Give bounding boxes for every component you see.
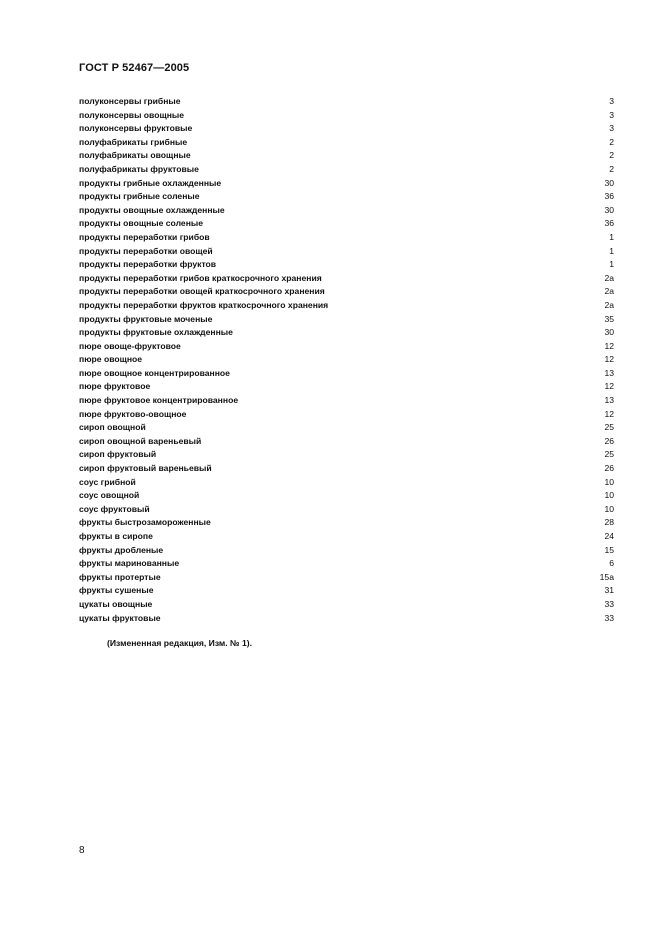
index-term: продукты переработки грибов	[79, 231, 210, 242]
index-entry	[79, 544, 614, 558]
index-term: фрукты протертые	[79, 571, 161, 582]
index-reference: 24	[604, 531, 614, 541]
index-term: фрукты маринованные	[79, 558, 180, 569]
index-entry	[79, 245, 614, 259]
index-entry	[79, 612, 614, 626]
index-entry	[79, 503, 614, 517]
index-term: продукты овощные охлажденные	[79, 204, 225, 215]
index-term: продукты переработки овощей	[79, 245, 213, 256]
index-reference: 30	[604, 177, 614, 188]
index-entry	[79, 313, 614, 327]
index-reference: 2а	[604, 286, 614, 297]
index-entry	[79, 285, 614, 299]
index-term: полуконсервы овощные	[79, 109, 185, 120]
index-term: цукаты овощные	[79, 598, 153, 609]
index-reference: 30	[604, 204, 614, 215]
index-term: пюре фруктовое	[79, 381, 151, 392]
index-reference: 1	[609, 245, 614, 256]
index-entry	[79, 272, 614, 286]
amendment-note: (Измененная редакция, Изм. № 1).	[107, 638, 253, 648]
index-entry	[79, 516, 614, 530]
index-reference: 13	[604, 395, 614, 406]
index-term: пюре фруктовое концентрированное	[79, 395, 239, 406]
index-term: продукты переработки фруктов	[79, 259, 217, 270]
index-entry	[79, 353, 614, 367]
index-reference: 15	[604, 544, 614, 555]
index-term: сироп овощной вареньевый	[79, 435, 202, 446]
index-reference: 12	[604, 340, 614, 351]
index-term: сироп овощной	[79, 422, 146, 433]
index-reference: 36	[604, 191, 614, 202]
index-reference: 3	[609, 123, 614, 134]
index-reference: 33	[604, 612, 614, 623]
index-entry	[79, 380, 614, 394]
index-reference: 12	[604, 381, 614, 392]
index-reference: 1	[609, 231, 614, 242]
index-entry	[79, 598, 614, 612]
index-term: продукты грибные охлажденные	[79, 177, 222, 188]
index-term: полуфабрикаты фруктовые	[79, 163, 199, 174]
index-reference: 10	[604, 476, 614, 487]
index-entry	[79, 204, 614, 218]
index-entry	[79, 489, 614, 503]
index-term: продукты грибные соленые	[79, 191, 200, 202]
index-entry	[79, 476, 614, 490]
index-reference: 35	[604, 313, 614, 324]
index-term: пюре овоще-фруктовое	[79, 340, 181, 351]
index-entry	[79, 435, 614, 449]
index-reference: 10	[604, 503, 614, 514]
index-term: цукаты фруктовые	[79, 612, 161, 623]
index-reference: 30	[604, 327, 614, 338]
index-term: фрукты дробленые	[79, 544, 164, 555]
index-term: полуконсервы грибные	[79, 96, 181, 106]
index-entry	[79, 122, 614, 136]
index-term: продукты переработки грибов краткосрочного хранения	[79, 272, 322, 283]
index-term: пюре фруктово-овощное	[79, 408, 187, 419]
index-term: продукты фруктовые охлажденные	[79, 327, 233, 338]
alphabetical-index	[79, 95, 614, 625]
index-entry	[79, 177, 614, 191]
index-entry	[79, 367, 614, 381]
index-reference: 3	[609, 96, 614, 106]
index-entry	[79, 299, 614, 313]
index-term: продукты переработки овощей краткосрочного хранения	[79, 286, 325, 297]
index-reference: 26	[604, 435, 614, 446]
index-term: продукты переработки фруктов краткосрочного хранения	[79, 299, 329, 310]
index-entry	[79, 258, 614, 272]
index-entry	[79, 231, 614, 245]
index-term: продукты овощные соленые	[79, 218, 204, 229]
index-reference: 36	[604, 218, 614, 229]
index-reference: 3	[609, 109, 614, 120]
index-term: сироп фруктовый вареньевый	[79, 463, 212, 474]
index-reference: 12	[604, 354, 614, 365]
page-number: 8	[79, 845, 85, 856]
index-term: пюре овощное концентрированное	[79, 367, 230, 378]
index-term: полуфабрикаты грибные	[79, 136, 188, 147]
index-term: сироп фруктовый	[79, 449, 157, 460]
index-entry	[79, 217, 614, 231]
index-term: полуконсервы фруктовые	[79, 123, 193, 134]
index-reference: 15а	[599, 571, 614, 582]
index-term: полуфабрикаты овощные	[79, 150, 191, 161]
index-reference: 2	[609, 163, 614, 174]
index-reference: 2а	[604, 272, 614, 283]
index-reference: 31	[604, 585, 614, 596]
index-reference: 25	[604, 422, 614, 433]
index-entry	[79, 109, 614, 123]
index-entry	[79, 462, 614, 476]
index-reference: 2а	[604, 299, 614, 310]
index-reference: 6	[609, 558, 614, 569]
index-entry	[79, 448, 614, 462]
index-reference: 26	[604, 463, 614, 474]
index-term: пюре овощное	[79, 354, 143, 365]
index-term: фрукты быстрозамороженные	[79, 517, 211, 528]
index-entry	[79, 326, 614, 340]
index-entry	[79, 571, 614, 585]
index-term: соус грибной	[79, 476, 136, 487]
index-reference: 13	[604, 367, 614, 378]
index-entry	[79, 163, 614, 177]
document-header: ГОСТ Р 52467—2005	[79, 62, 190, 74]
index-entry	[79, 136, 614, 150]
index-reference: 33	[604, 598, 614, 609]
index-entry	[79, 340, 614, 354]
index-reference: 28	[604, 517, 614, 528]
index-term: соус овощной	[79, 490, 140, 501]
index-entry	[79, 530, 614, 544]
index-reference: 2	[609, 150, 614, 161]
index-term: соус фруктовый	[79, 503, 150, 514]
index-entry	[79, 149, 614, 163]
index-reference: 1	[609, 259, 614, 270]
index-reference: 10	[604, 490, 614, 501]
index-reference: 25	[604, 449, 614, 460]
index-term: фрукты сушеные	[79, 585, 154, 596]
index-reference: 2	[609, 136, 614, 147]
index-term: продукты фруктовые моченые	[79, 313, 213, 324]
index-reference: 12	[604, 408, 614, 419]
index-entry	[79, 421, 614, 435]
index-entry	[79, 190, 614, 204]
index-term: фрукты в сиропе	[79, 531, 153, 541]
index-entry	[79, 95, 614, 109]
index-entry	[79, 394, 614, 408]
index-entry	[79, 408, 614, 422]
index-entry	[79, 557, 614, 571]
index-entry	[79, 584, 614, 598]
